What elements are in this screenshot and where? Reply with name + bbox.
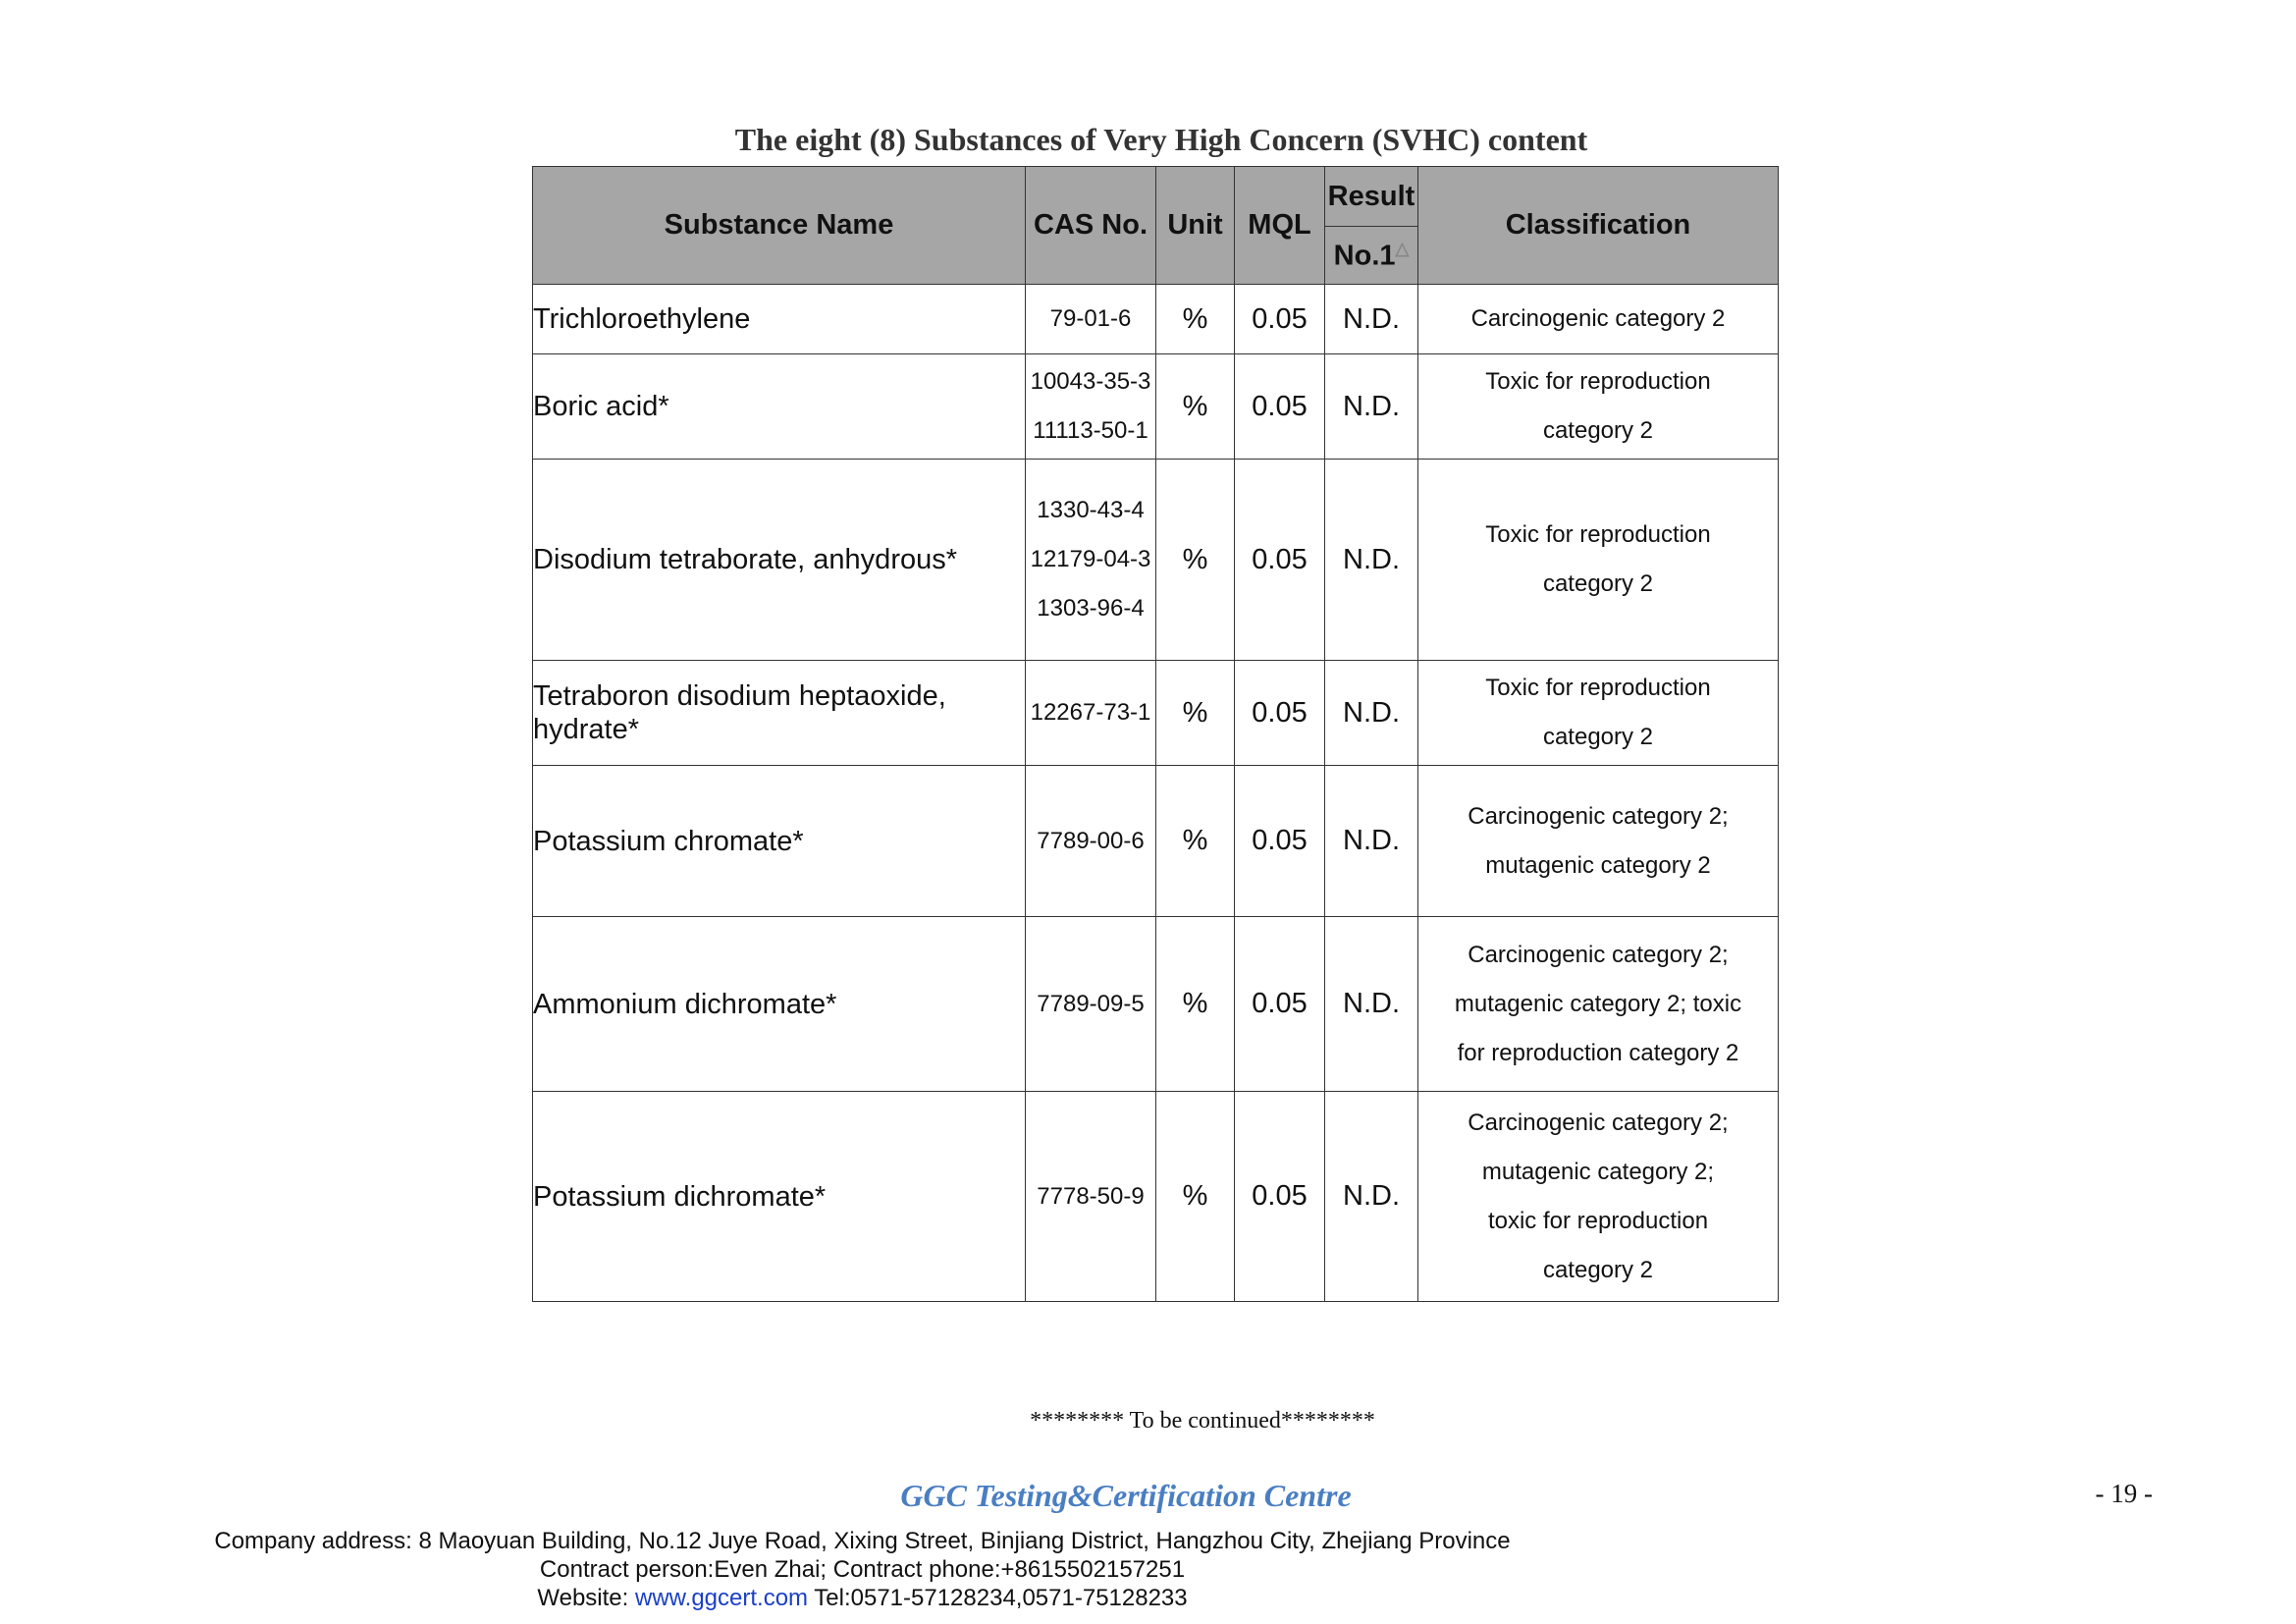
header-cas-no: CAS No. [1026,167,1156,285]
substance-name: Potassium chromate* [533,766,1026,917]
header-result: Result [1325,167,1418,227]
table-title: The eight (8) Substances of Very High Concern (SVHC) content [734,122,1588,157]
substance-name: Ammonium dichromate* [533,917,1026,1092]
cas-number: 10043-35-3 11113-50-1 [1026,354,1156,460]
triangle-icon: △ [1395,238,1410,258]
cas-number: 79-01-6 [1026,285,1156,354]
cas-number: 7778-50-9 [1026,1092,1156,1302]
unit: % [1156,354,1235,460]
mql: 0.05 [1235,917,1325,1092]
mql: 0.05 [1235,1092,1325,1302]
mql: 0.05 [1235,285,1325,354]
classification: Toxic for reproduction category 2 [1418,661,1779,766]
classification: Carcinogenic category 2; mutagenic category 2; toxic for reproduction category 2 [1418,1092,1779,1302]
table-row [533,766,1779,917]
cas-number: 1330-43-4 12179-04-3 1303-96-4 [1026,460,1156,661]
mql: 0.05 [1235,766,1325,917]
unit: % [1156,766,1235,917]
company-brand: GGC Testing&Certification Centre [900,1478,1352,1513]
result-value: N.D. [1325,661,1418,766]
header-substance-name: Substance Name [533,167,1026,285]
header-unit: Unit [1156,167,1235,285]
classification: Carcinogenic category 2 [1418,285,1779,354]
table-row [533,460,1779,661]
mql: 0.05 [1235,354,1325,460]
contact-info: Contract person:Even Zhai; Contract phone:+8615502157251 [539,1556,1186,1583]
substance-name: Tetraboron disodium heptaoxide, hydrate* [533,661,1026,766]
result-value: N.D. [1325,917,1418,1092]
table-row [533,1092,1779,1302]
classification: Carcinogenic category 2; mutagenic category 2 [1418,766,1779,917]
mql: 0.05 [1235,460,1325,661]
unit: % [1156,460,1235,661]
header-classification: Classification [1418,167,1779,285]
svhc-table [532,166,1779,1302]
substance-name: Potassium dichromate* [533,1092,1026,1302]
substance-name: Boric acid* [533,354,1026,460]
unit: % [1156,661,1235,766]
substance-name: Trichloroethylene [533,285,1026,354]
to-be-continued-note: ******** To be continued******** [1030,1408,1375,1434]
classification: Carcinogenic category 2; mutagenic category 2; toxic for reproduction category 2 [1418,917,1779,1092]
substance-name: Disodium tetraborate, anhydrous* [533,460,1026,661]
website-link[interactable]: www.ggcert.com [634,1585,809,1611]
result-value: N.D. [1325,460,1418,661]
result-value: N.D. [1325,285,1418,354]
page-number: - 19 - [2095,1479,2153,1508]
unit: % [1156,917,1235,1092]
table-row [533,354,1779,460]
header-mql: MQL [1235,167,1325,285]
company-address: Company address: 8 Maoyuan Building, No.12 Juye Road, Xixing Street, Binjiang District, Hangzhou City, Zhejiang Province [214,1528,1511,1554]
mql: 0.05 [1235,661,1325,766]
unit: % [1156,285,1235,354]
table-row [533,917,1779,1092]
result-value: N.D. [1325,354,1418,460]
cas-number: 7789-09-5 [1026,917,1156,1092]
result-value: N.D. [1325,766,1418,917]
table-row [533,285,1779,354]
classification: Toxic for reproduction category 2 [1418,460,1779,661]
website-line: Website: www.ggcert.com Tel:0571-57128234,0571-75128233 [537,1585,1188,1611]
table-row [533,661,1779,766]
header-result-sample: No.1△ [1325,227,1418,285]
unit: % [1156,1092,1235,1302]
classification: Toxic for reproduction category 2 [1418,354,1779,460]
cas-number: 7789-00-6 [1026,766,1156,917]
cas-number: 12267-73-1 [1026,661,1156,766]
result-value: N.D. [1325,1092,1418,1302]
